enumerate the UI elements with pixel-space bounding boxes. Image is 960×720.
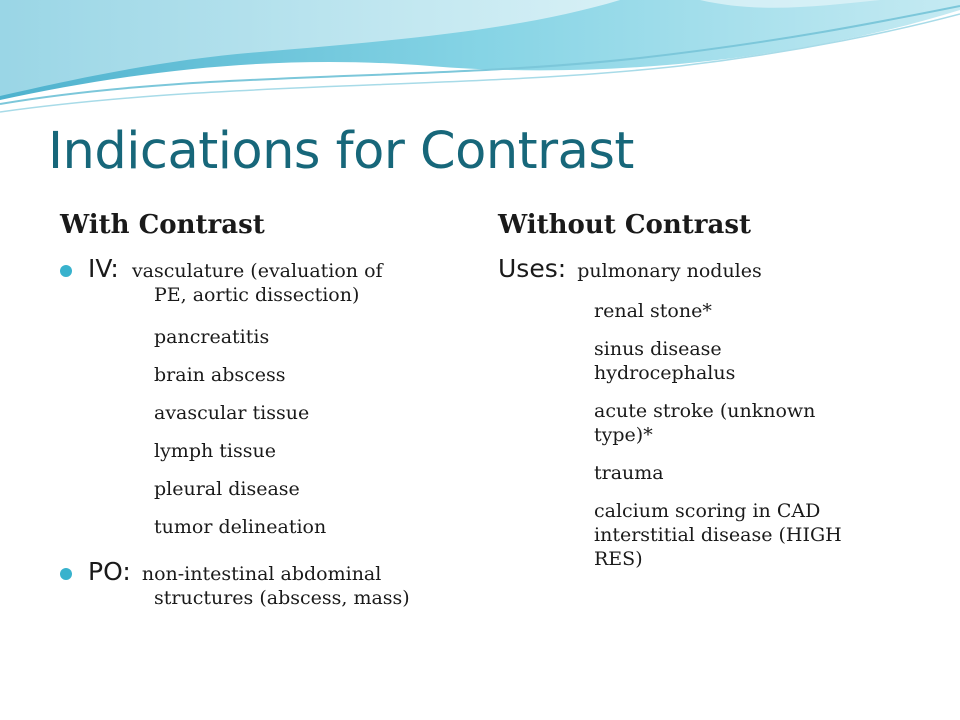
without-contrast-column bbox=[498, 210, 918, 571]
iv-item: pleural disease bbox=[154, 478, 300, 500]
bullet-dot-icon bbox=[60, 265, 72, 277]
uses-item: hydrocephalus bbox=[594, 362, 736, 384]
uses-item: type)* bbox=[594, 424, 653, 446]
uses-item: RES) bbox=[594, 548, 643, 570]
uses-item: sinus disease bbox=[594, 338, 722, 360]
iv-item: lymph tissue bbox=[154, 440, 276, 462]
po-first-line: non-intestinal abdominal bbox=[141, 563, 382, 585]
bullet-dot-icon bbox=[60, 568, 72, 580]
po-continuation: structures (abscess, mass) bbox=[154, 587, 410, 609]
uses-item: trauma bbox=[594, 462, 664, 484]
header-wave-decoration bbox=[0, 0, 960, 120]
uses-item: interstitial disease (HIGH bbox=[594, 524, 842, 546]
po-bullet bbox=[60, 557, 480, 610]
slide-title: Indications for Contrast bbox=[48, 122, 634, 181]
with-contrast-heading: With Contrast bbox=[60, 210, 265, 240]
iv-item: pancreatitis bbox=[154, 326, 270, 348]
iv-item: tumor delineation bbox=[154, 516, 327, 538]
uses-line bbox=[498, 254, 918, 283]
iv-item: brain abscess bbox=[154, 364, 286, 386]
iv-label: IV: bbox=[88, 254, 119, 283]
without-contrast-heading: Without Contrast bbox=[498, 210, 751, 240]
with-contrast-column bbox=[60, 210, 480, 610]
uses-label: Uses: bbox=[498, 254, 567, 283]
iv-first-line: vasculature (evaluation of bbox=[131, 260, 383, 282]
uses-first: pulmonary nodules bbox=[577, 260, 762, 282]
iv-item: avascular tissue bbox=[154, 402, 310, 424]
iv-continuation: PE, aortic dissection) bbox=[154, 284, 360, 306]
uses-item: renal stone* bbox=[594, 300, 712, 322]
uses-item: acute stroke (unknown bbox=[594, 400, 816, 422]
po-label: PO: bbox=[88, 557, 131, 586]
iv-bullet bbox=[60, 254, 480, 307]
uses-item: calcium scoring in CAD bbox=[594, 500, 821, 522]
